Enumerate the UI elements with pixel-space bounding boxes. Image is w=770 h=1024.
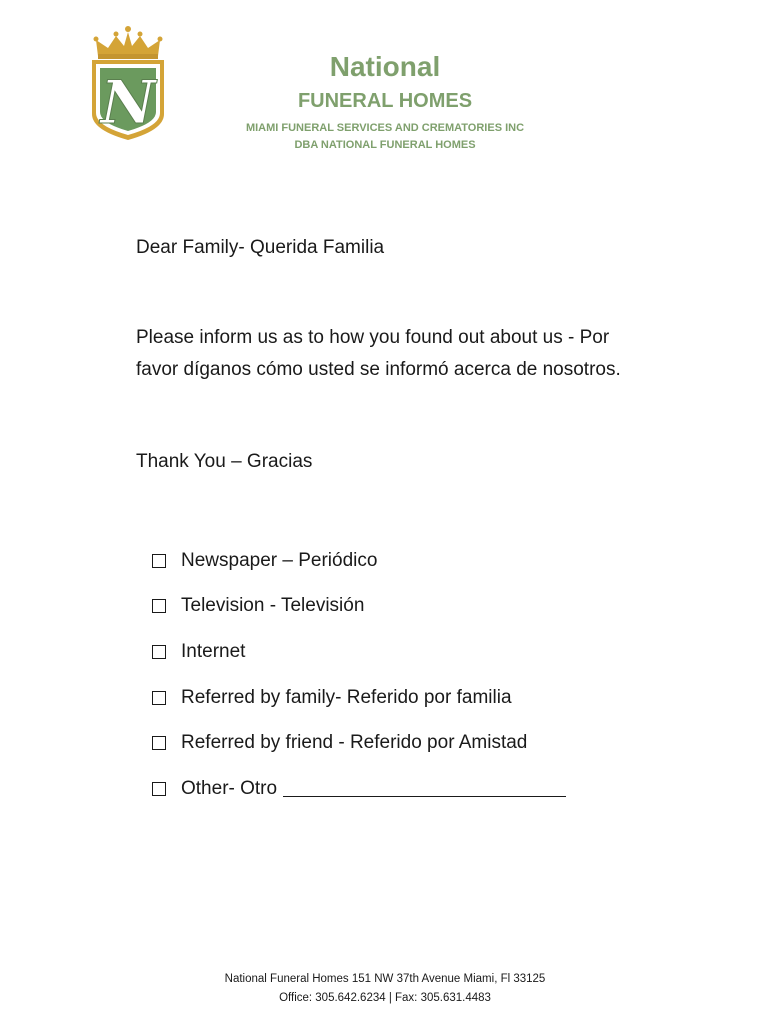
option-label: Other- Otro [181, 777, 278, 799]
checkbox[interactable] [152, 736, 166, 750]
national-crest-logo [88, 22, 168, 142]
brand-subtitle: FUNERAL HOMES [297, 90, 473, 112]
checkbox[interactable] [152, 554, 166, 568]
option-label: Internet [181, 640, 246, 662]
other-write-in-line[interactable] [283, 780, 566, 797]
option-label: Newspaper – Periódico [181, 549, 378, 571]
option-newspaper[interactable] [152, 538, 712, 584]
dba-line: DBA NATIONAL FUNERAL HOMES [294, 139, 476, 151]
option-label: Referred by family- Referido por familia [181, 686, 512, 708]
crown-icon [94, 26, 163, 59]
footer [185, 970, 585, 1008]
referral-options-list [152, 538, 712, 812]
option-label: Television - Televisión [181, 595, 365, 617]
option-referred-family[interactable] [152, 675, 712, 721]
option-internet[interactable] [152, 629, 712, 675]
thank-you-text: Thank You – Gracias [136, 451, 313, 472]
checkbox[interactable] [152, 691, 166, 705]
checkbox[interactable] [152, 599, 166, 613]
checkbox[interactable] [152, 782, 166, 796]
option-other[interactable] [152, 766, 712, 812]
greeting: Dear Family- Querida Familia [136, 237, 385, 258]
brand-header [230, 50, 540, 154]
option-referred-friend[interactable] [152, 720, 712, 766]
checkbox[interactable] [152, 645, 166, 659]
footer-contact: Office: 305.642.6234 | Fax: 305.631.4483 [279, 992, 491, 1004]
prompt-line-2: favor díganos cómo usted se informó acerca de nosotros. [136, 359, 621, 380]
brand-name: National [329, 51, 441, 82]
survey-prompt [136, 322, 696, 386]
legal-name-line: MIAMI FUNERAL SERVICES AND CREMATORIES INC [245, 122, 525, 134]
option-television[interactable] [152, 584, 712, 630]
logo-letter: N [100, 68, 156, 138]
prompt-line-1: Please inform us as to how you found out about us - Por [136, 327, 610, 348]
option-label: Referred by friend - Referido por Amistad [181, 732, 528, 754]
footer-address: National Funeral Homes 151 NW 37th Avenue Miami, Fl 33125 [224, 973, 546, 985]
